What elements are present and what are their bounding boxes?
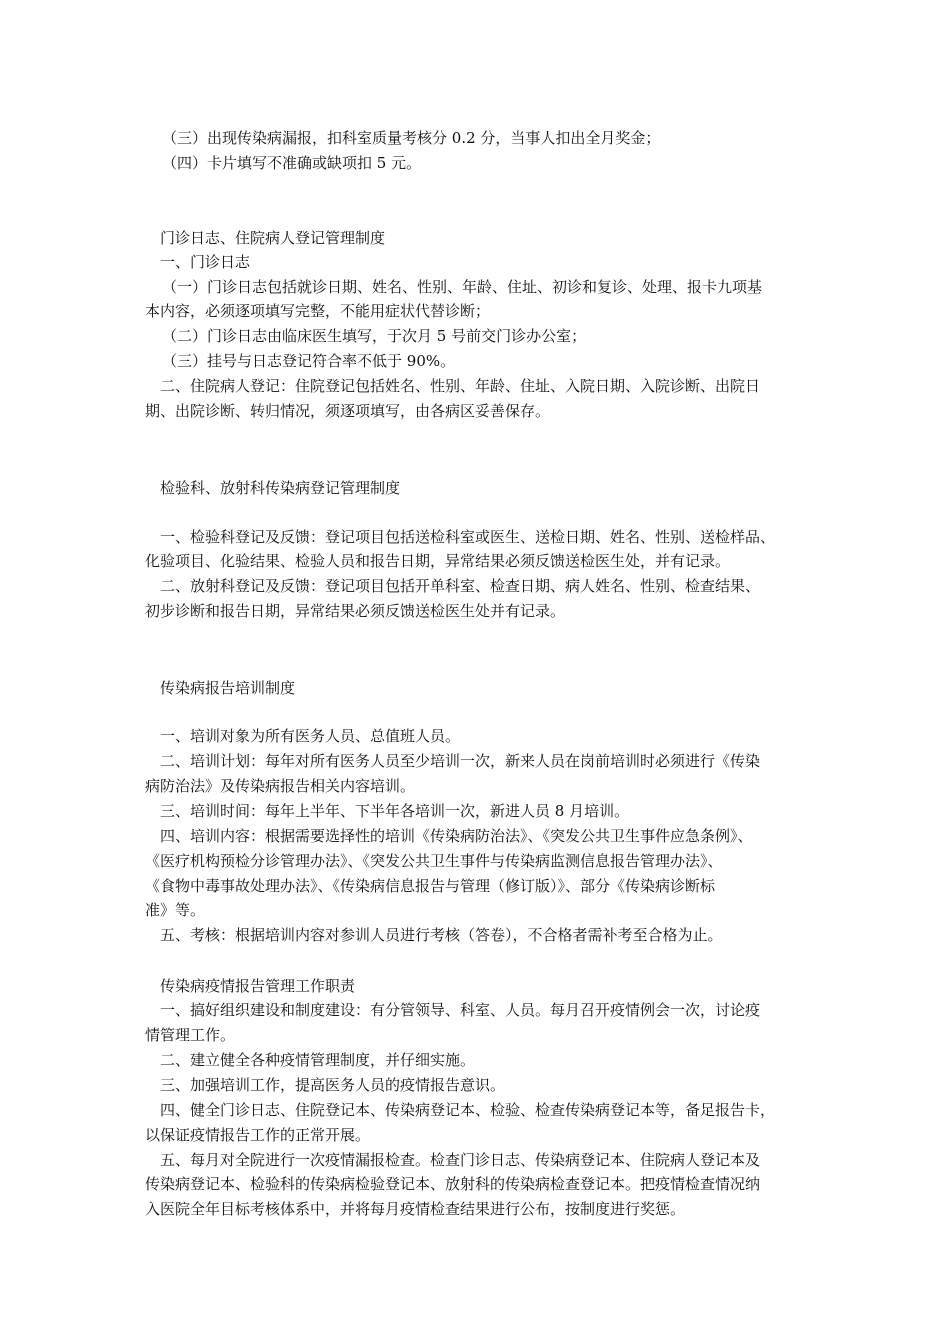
section-title: 传染病报告培训制度	[160, 679, 296, 697]
paragraph-line: 本内容，必须逐项填写完整，不能用症状代替诊断；	[145, 302, 491, 320]
paragraph-line: （二）门诊日志由临床医生填写，于次月 5 号前交门诊办公室；	[162, 327, 587, 345]
paragraph-line: 传染病登记本、检验科的传染病检验登记本、放射科的传染病检查登记本。把疫情检查情况纳	[145, 1175, 761, 1193]
paragraph-line: 一、检验科登记及反馈：登记项目包括送检科室或医生、送检日期、姓名、性别、送检样品、	[160, 528, 776, 546]
paragraph-line: 化验项目、化验结果、检验人员和报告日期，异常结果必须反馈送检医生处，并有记录。	[145, 552, 731, 570]
paragraph-line: 四、培训内容：根据需要选择性的培训《传染病防治法》、《突发公共卫生事件应急条例》、	[160, 827, 753, 845]
paragraph-line: 二、放射科登记及反馈：登记项目包括开单科室、检查日期、病人姓名、性别、检查结果、	[160, 577, 761, 595]
paragraph-line: （三）出现传染病漏报，扣科室质量考核分 0.2 分，当事人扣出全月奖金；	[162, 129, 661, 147]
paragraph-line: 初步诊断和报告日期，异常结果必须反馈送检医生处并有记录。	[145, 602, 566, 620]
section-title: 门诊日志、住院病人登记管理制度	[160, 229, 386, 247]
paragraph-line: 二、建立健全各种疫情管理制度，并仔细实施。	[160, 1051, 476, 1069]
paragraph-line: 三、培训时间：每年上半年、下半年各培训一次，新进人员 8 月培训。	[160, 802, 630, 820]
paragraph-line: 三、加强培训工作，提高医务人员的疫情报告意识。	[160, 1076, 506, 1094]
section-title: 检验科、放射科传染病登记管理制度	[160, 479, 401, 497]
paragraph-line: 情管理工作。	[145, 1026, 236, 1044]
paragraph-line: 《食物中毒事故处理办法》、《传染病信息报告与管理（修订版）》、部分《传染病诊断标	[145, 877, 716, 895]
paragraph-line: 以保证疫情报告工作的正常开展。	[145, 1126, 371, 1144]
paragraph-line: 一、培训对象为所有医务人员、总值班人员。	[160, 727, 461, 745]
paragraph-line: 二、住院病人登记：住院登记包括姓名、性别、年龄、住址、入院日期、入院诊断、出院日	[160, 377, 761, 395]
paragraph-line: 二、培训计划：每年对所有医务人员至少培训一次，新来人员在岗前培训时必须进行《传染	[160, 752, 761, 770]
section-title: 传染病疫情报告管理工作职责	[160, 977, 356, 995]
paragraph-line: 准》等。	[145, 901, 206, 919]
paragraph-line: 四、健全门诊日志、住院登记本、传染病登记本、检验、检查传染病登记本等，备足报告卡，	[160, 1101, 776, 1119]
paragraph-line: （三）挂号与日志登记符合率不低于 90%。	[162, 352, 456, 370]
paragraph-line: 五、考核：根据培训内容对参训人员进行考核（答卷），不合格者需补考至合格为止。	[160, 926, 723, 944]
paragraph-line: 一、搞好组织建设和制度建设：有分管领导、科室、人员。每月召开疫情例会一次，讨论疫	[160, 1001, 761, 1019]
paragraph-line: 病防治法》及传染病报告相关内容培训。	[145, 777, 416, 795]
paragraph-line: 入医院全年目标考核体系中，并将每月疫情检查结果进行公布，按制度进行奖惩。	[145, 1200, 686, 1218]
paragraph-line: （四）卡片填写不准确或缺项扣 5 元。	[162, 154, 422, 172]
paragraph-line: 《医疗机构预检分诊管理办法》、《突发公共卫生事件与传染病监测信息报告管理办法》、	[145, 852, 723, 870]
paragraph-line: 期、出院诊断、转归情况，须逐项填写，由各病区妥善保存。	[145, 402, 551, 420]
paragraph-line: （一）门诊日志包括就诊日期、姓名、性别、年龄、住址、初诊和复诊、处理、报卡九项基	[162, 278, 763, 296]
paragraph-line: 五、每月对全院进行一次疫情漏报检查。检查门诊日志、传染病登记本、住院病人登记本及	[160, 1151, 761, 1169]
paragraph-line: 一、门诊日志	[160, 253, 251, 271]
